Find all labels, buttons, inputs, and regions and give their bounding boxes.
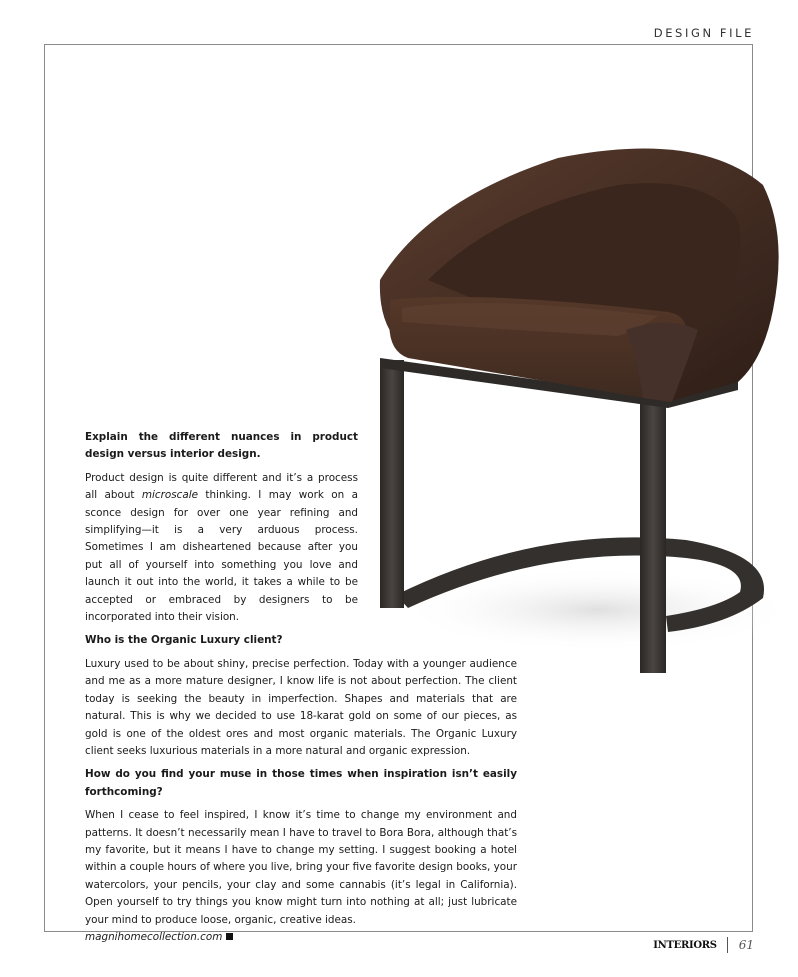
section-label: DESIGN FILE [653,26,754,40]
question-1: Explain the different nuances in product design versus interior design. [85,431,358,461]
article-body [85,429,517,946]
answer-1-part-1: Product design is quite different and it’s a process all about [85,471,358,502]
website-line [85,929,517,946]
answer-1-emphasis: microscale [141,489,199,502]
answer-3: When I cease to feel inspired, I know it’s time to change my environment and patterns. It doesn’t necessarily mean I have to travel to Bora Bora, although that’s my favorite, but it means I have to change my setting. I suggest booking a hotel within a couple hours of where you live, bring your five favorite design books, your watercolors, your pencils, your clay and some cannabis (it’s legal in California). Open yourself to try things you know might turn into nothing at all; just lubricate your mind to produce loose, organic, creative ideas. [85,809,517,926]
page-number: 61 [738,938,754,952]
answer-1-part-2: thinking. I may work on a sconce design for over one year refining and simplifying—it is a very arduous process. Sometimes I am disheartened because after you put all of yourself into something you love and launch it out into the world, it takes a while to be accepted or embraced by designers to be incorporated into their vision. [85,489,358,624]
end-mark-icon [226,933,233,940]
answer-1 [85,470,358,627]
answer-2: Luxury used to be about shiny, precise perfection. Today with a younger audience and me as a more mature designer, I know life is not about perfection. The client today is seeking the beauty in imperfection. Shapes and materials that are natural. This is why we decided to use 18-karat gold on some of our pieces, as gold is one of the oldest ores and most organic materials. The Organic Luxury client seeks luxurious materials in a more natural and organic expression. [85,657,517,757]
footer-divider [727,937,728,953]
page-footer [653,937,754,953]
question-2: Who is the Organic Luxury client? [85,634,283,647]
magazine-name: INTERIORS [653,939,717,951]
website-link[interactable]: magnihomecollection.com [85,930,223,943]
question-3: How do you find your muse in those times when inspiration isn’t easily forthcoming? [85,768,517,798]
